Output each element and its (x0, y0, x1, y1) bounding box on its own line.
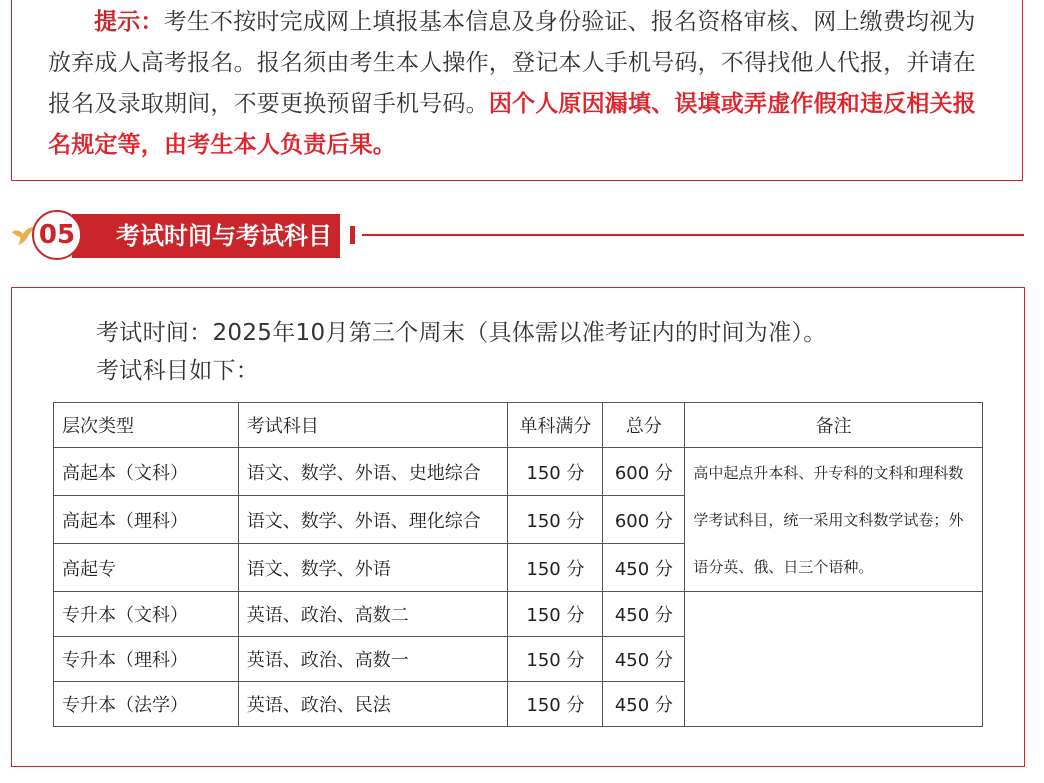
cell-single-score: 150 分 (508, 637, 603, 682)
cell-level: 高起专 (54, 544, 239, 592)
exam-subjects-line: 考试科目如下： (96, 358, 260, 384)
exam-info-box (11, 287, 1025, 767)
section-title: 考试时间与考试科目 (116, 222, 332, 250)
cell-total-score: 600 分 (603, 496, 685, 544)
table-header-row (54, 403, 983, 448)
tip-warning: 因个人原因漏填、误填或弄虚作假和违反相关报名规定等，由考生本人负责后果。 (48, 91, 977, 158)
cell-level: 高起本（文科） (54, 448, 239, 496)
cell-level: 专升本（法学） (54, 682, 239, 727)
exam-subjects-table (53, 402, 983, 727)
section-title-bar (72, 214, 340, 258)
header-single-score: 单科满分 (508, 403, 603, 448)
tip-paragraph (48, 2, 998, 166)
cell-subjects: 语文、数学、外语、史地综合 (238, 448, 508, 496)
cell-subjects: 英语、政治、民法 (238, 682, 508, 727)
tip-body: 考生不按时完成网上填报基本信息及身份验证、报名资格审核、网上缴费均视为放弃成人高考报名。报名须由考生本人操作，登记本人手机号码，不得找他人代报，并请在报名及录取期间，不要更换预留手机号码。 (48, 9, 976, 117)
section-number-badge (32, 210, 82, 260)
cell-total-score: 600 分 (603, 448, 685, 496)
cell-single-score: 150 分 (508, 682, 603, 727)
header-note: 备注 (685, 403, 983, 448)
cell-single-score: 150 分 (508, 544, 603, 592)
cell-single-score: 150 分 (508, 592, 603, 637)
exam-time-line: 考试时间：2025年10月第三个周末（具体需以准考证内的时间为准）。 (96, 320, 827, 346)
cell-single-score: 150 分 (508, 448, 603, 496)
header-level: 层次类型 (54, 403, 239, 448)
cell-note-empty (685, 592, 983, 727)
table-row (54, 592, 983, 637)
cell-subjects: 语文、数学、外语、理化综合 (238, 496, 508, 544)
header-subjects: 考试科目 (238, 403, 508, 448)
cell-total-score: 450 分 (603, 592, 685, 637)
cell-subjects: 英语、政治、高数一 (238, 637, 508, 682)
section-divider-line (362, 234, 1024, 236)
table-row (54, 448, 983, 496)
cell-level: 专升本（理科） (54, 637, 239, 682)
cell-level: 高起本（理科） (54, 496, 239, 544)
tip-label: 提示： (94, 9, 164, 35)
section-header (0, 210, 1044, 260)
cell-subjects: 英语、政治、高数二 (238, 592, 508, 637)
cell-total-score: 450 分 (603, 637, 685, 682)
tip-box (11, 0, 1023, 181)
cell-note: 高中起点升本科、升专科的文科和理科数学考试科目，统一采用文科数学试卷；外语分英、俄、日三个语种。 (685, 448, 983, 592)
cell-subjects: 语文、数学、外语 (238, 544, 508, 592)
cell-level: 专升本（文科） (54, 592, 239, 637)
cell-total-score: 450 分 (603, 682, 685, 727)
section-tick (350, 226, 355, 244)
header-total-score: 总分 (603, 403, 685, 448)
cell-single-score: 150 分 (508, 496, 603, 544)
section-number: 05 (38, 220, 76, 250)
cell-total-score: 450 分 (603, 544, 685, 592)
